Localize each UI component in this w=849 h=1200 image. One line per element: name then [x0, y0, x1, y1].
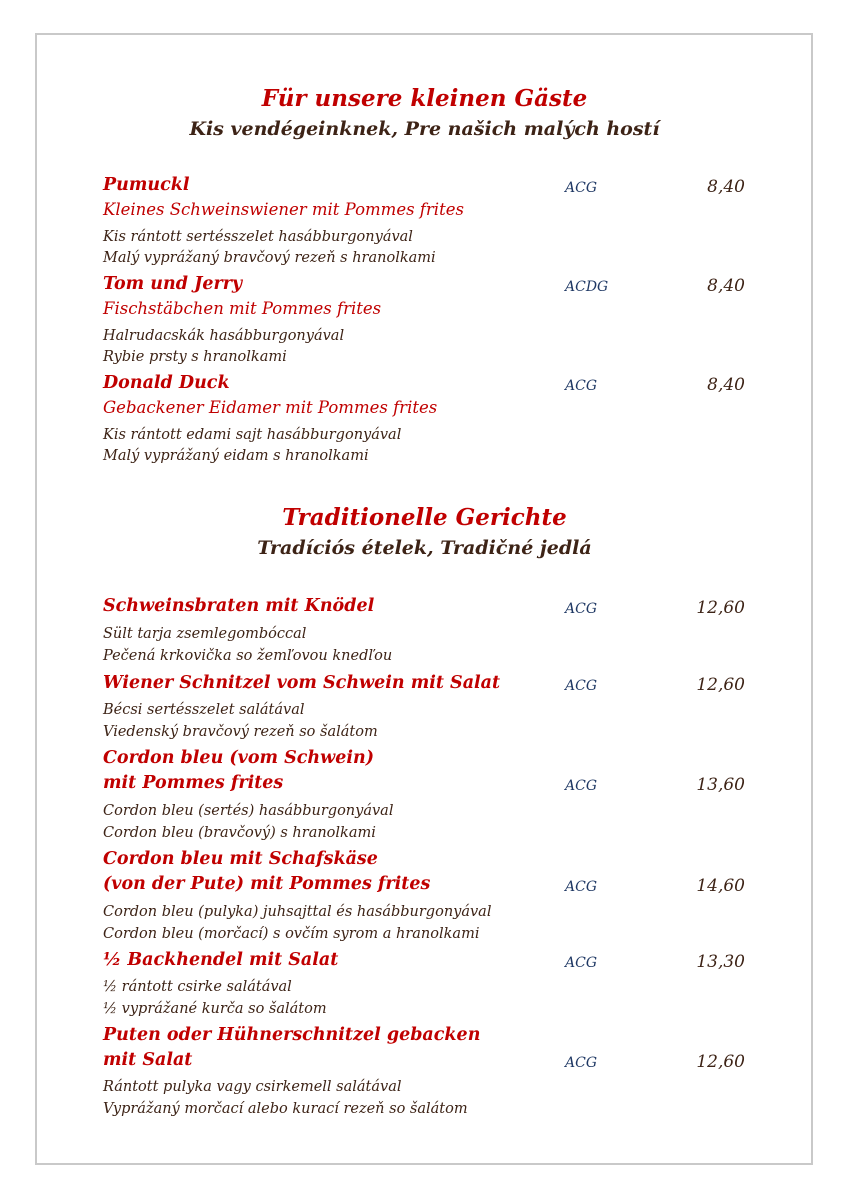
menu-item-description-de: Gebackener Eidamer mit Pommes frites [103, 398, 438, 417]
menu-item-description-hu: Rántott pulyka vagy csirkemell salátával [103, 1079, 402, 1095]
menu-item-name: ½ Backhendel mit Salat [103, 950, 339, 970]
menu-item-price: 13,60 [696, 775, 745, 795]
section-title-kids: Für unsere kleinen Gäste [261, 85, 588, 112]
allergen-codes: ACG [565, 879, 598, 895]
menu-item-description-hu: Cordon bleu (pulyka) juhsajttal és hasábburgonyával [103, 904, 492, 920]
menu-item-name: Cordon bleu mit Schafskäse [103, 849, 378, 869]
menu-item-description-de: Fischstäbchen mit Pommes frites [103, 299, 382, 318]
menu-item-name: Wiener Schnitzel vom Schwein mit Salat [103, 673, 501, 693]
allergen-codes: ACG [565, 778, 598, 794]
menu-item-description-de: Kleines Schweinswiener mit Pommes frites [103, 200, 464, 219]
menu-item-name: Donald Duck [103, 373, 230, 393]
menu-item-description-sk: Viedenský bravčový rezeň so šalátom [103, 724, 378, 740]
menu-item-description-sk: Pečená krkovička so žemľovou knedľou [103, 648, 393, 664]
menu-item-description-hu: Sült tarja zsemlegombóccal [103, 626, 307, 642]
section-subtitle-kids: Kis vendégeinknek, Pre našich malých hostí [189, 118, 660, 140]
menu-item-name-continued: mit Pommes frites [103, 773, 284, 793]
menu-item-name: Schweinsbraten mit Knödel [103, 596, 375, 616]
menu-item-description-hu: Kis rántott sertésszelet hasábburgonyával [103, 229, 413, 245]
menu-item-description-sk: Rybie prsty s hranolkami [103, 349, 287, 365]
menu-item-description-hu: Halrudacskák hasábburgonyával [103, 328, 345, 344]
section-subtitle-traditional: Tradíciós ételek, Tradičné jedlá [257, 537, 592, 559]
menu-item-description-sk: Cordon bleu (bravčový) s hranolkami [103, 825, 376, 841]
menu-item-price: 8,40 [707, 375, 745, 395]
menu-item-name: Tom und Jerry [103, 274, 243, 294]
menu-item-description-sk: Malý vyprážaný bravčový rezeň s hranolkami [103, 250, 436, 266]
allergen-codes: ACG [565, 955, 598, 971]
menu-item-description-hu: Cordon bleu (sertés) hasábburgonyával [103, 803, 394, 819]
menu-item-price: 13,30 [696, 952, 745, 972]
menu-item-price: 8,40 [707, 276, 745, 296]
menu-item-name-continued: mit Salat [103, 1050, 193, 1070]
menu-item-description-hu: Bécsi sertésszelet salátával [103, 702, 305, 718]
menu-item-price: 12,60 [696, 598, 745, 618]
menu-item-name-continued: (von der Pute) mit Pommes frites [103, 874, 431, 894]
menu-item-description-hu: ½ rántott csirke salátával [103, 979, 292, 995]
allergen-codes: ACG [565, 1055, 598, 1071]
section-title-traditional: Traditionelle Gerichte [282, 504, 567, 531]
menu-item-description-sk: Cordon bleu (morčací) s ovčím syrom a hranolkami [103, 926, 480, 942]
menu-item-name: Pumuckl [103, 175, 190, 195]
menu-item-price: 12,60 [696, 1052, 745, 1072]
menu-item-description-hu: Kis rántott edami sajt hasábburgonyával [103, 427, 402, 443]
menu-item-description-sk: Vyprážaný morčací alebo kurací rezeň so šalátom [103, 1101, 468, 1117]
allergen-codes: ACG [565, 378, 598, 394]
allergen-codes: ACG [565, 180, 598, 196]
menu-item-description-sk: Malý vyprážaný eidam s hranolkami [103, 448, 369, 464]
menu-item-price: 14,60 [696, 876, 745, 896]
allergen-codes: ACG [565, 678, 598, 694]
menu-item-name: Cordon bleu (vom Schwein) [103, 748, 374, 768]
menu-item-price: 8,40 [707, 177, 745, 197]
menu-item-description-sk: ½ vyprážané kurča so šalátom [103, 1001, 327, 1017]
allergen-codes: ACDG [565, 279, 609, 295]
allergen-codes: ACG [565, 601, 598, 617]
menu-item-name: Puten oder Hühnerschnitzel gebacken [103, 1025, 481, 1045]
menu-item-price: 12,60 [696, 675, 745, 695]
